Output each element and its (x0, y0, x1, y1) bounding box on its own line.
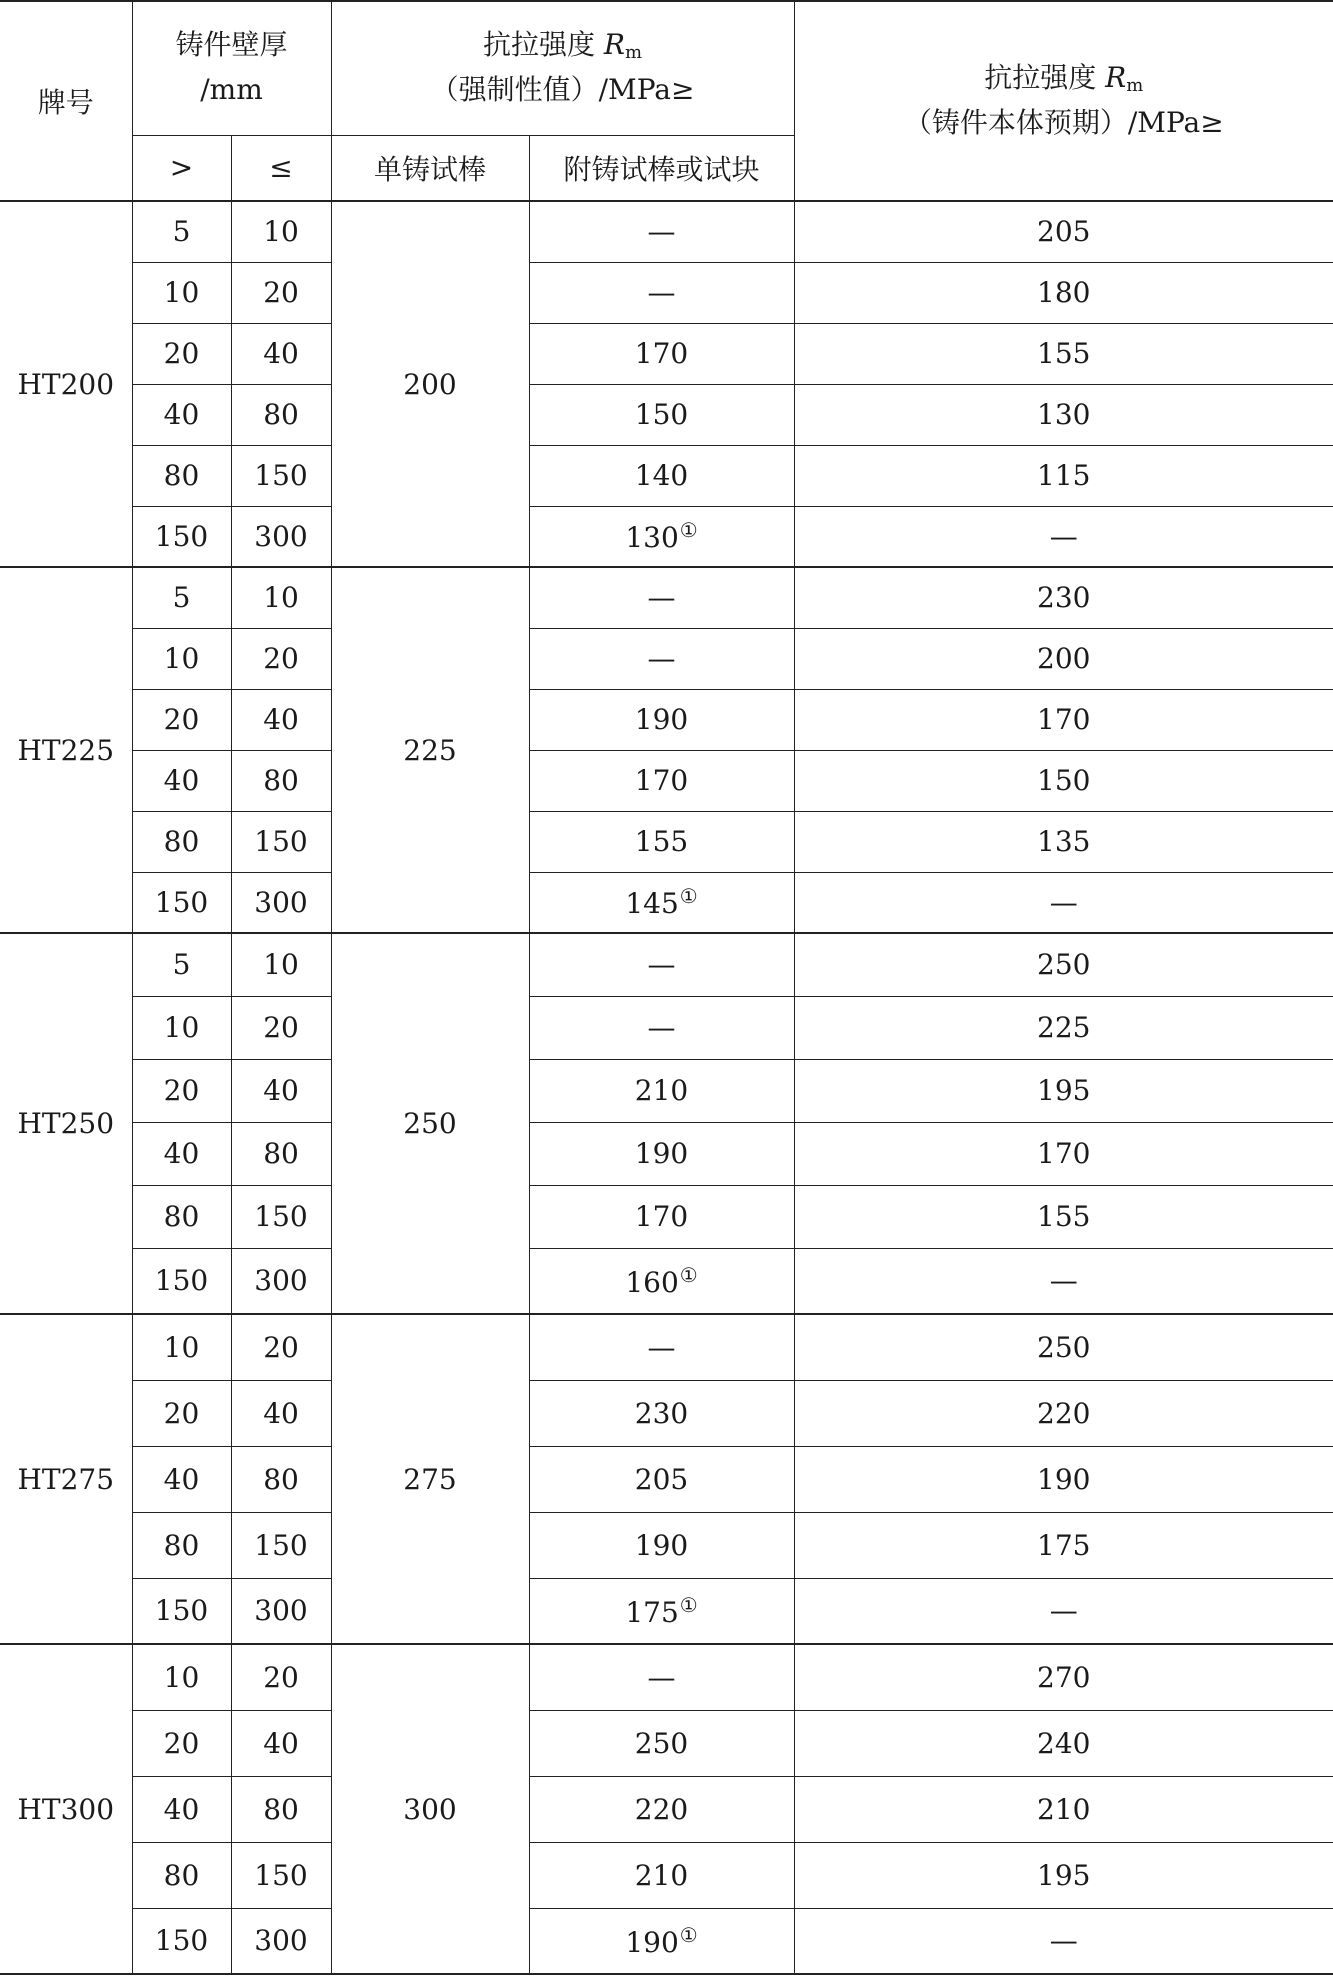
attached-bar-value: 170 (634, 337, 689, 370)
wall-thickness-le-cell: 40 (231, 1380, 331, 1446)
wall-thickness-le-cell: 20 (231, 262, 331, 323)
table-row (0, 201, 1333, 262)
table-row (0, 996, 1333, 1059)
expected-strength-cell: 270 (794, 1644, 1333, 1710)
wall-thickness-le-cell: 10 (231, 201, 331, 262)
expected-strength-cell: — (794, 1908, 1333, 1974)
expected-strength-cell: — (794, 506, 1333, 567)
wall-thickness-le-cell: 40 (231, 323, 331, 384)
attached-bar-cell (529, 811, 794, 872)
wall-thickness-gt-cell: 20 (132, 1059, 231, 1122)
wall-thickness-le-cell: 300 (231, 1908, 331, 1974)
attached-bar-cell (529, 201, 794, 262)
single-bar-header: 单铸试棒 (331, 135, 529, 201)
footnote-mark: ① (679, 1922, 698, 1947)
attached-bar-value: 220 (634, 1792, 689, 1826)
grade-cell: HT275 (0, 1314, 132, 1644)
expected-strength-cell: 195 (794, 1059, 1333, 1122)
attached-bar-value: — (647, 1330, 676, 1364)
expected-strength-cell: 250 (794, 933, 1333, 996)
attached-bar-cell (529, 1776, 794, 1842)
table-row (0, 1185, 1333, 1248)
wall-thickness-gt-cell: 20 (132, 323, 231, 384)
wall-thickness-gt-cell: 10 (132, 1314, 231, 1380)
attached-bar-cell (529, 1446, 794, 1512)
table-row (0, 1059, 1333, 1122)
attached-bar-value: — (647, 1660, 676, 1694)
attached-bar-cell (529, 1710, 794, 1776)
wall-thickness-le-cell: 150 (231, 1185, 331, 1248)
attached-bar-value: — (647, 948, 676, 982)
attached-bar-value: 130 (625, 521, 679, 555)
attached-bar-value: 190 (625, 1925, 679, 1959)
expected-strength-cell: 175 (794, 1512, 1333, 1578)
wall-thickness-le-cell: 300 (231, 1248, 331, 1314)
expected-strength-cell: 180 (794, 262, 1333, 323)
single-bar-cell: 225 (331, 567, 529, 933)
single-bar-cell: 200 (331, 201, 529, 567)
expected-strength-cell: 220 (794, 1380, 1333, 1446)
table-row (0, 1248, 1333, 1314)
single-bar-cell: 300 (331, 1644, 529, 1974)
attached-bar-value: — (647, 1011, 676, 1044)
wall-thickness-le-cell: 20 (231, 996, 331, 1059)
wall-thickness-gt-cell: 20 (132, 689, 231, 750)
wall-thickness-gt-cell: 5 (132, 933, 231, 996)
table-row (0, 1512, 1333, 1578)
footnote-mark: ① (679, 1592, 698, 1617)
grade-cell: HT200 (0, 201, 132, 567)
expected-strength-cell: 170 (794, 689, 1333, 750)
attached-bar-value: 150 (634, 398, 689, 431)
attached-bar-cell (529, 1644, 794, 1710)
table-row (0, 384, 1333, 445)
attached-bar-cell (529, 1578, 794, 1644)
wall-thickness-le-cell: 300 (231, 872, 331, 933)
wall-thickness-le-cell: 20 (231, 1644, 331, 1710)
expected-strength-cell: 210 (794, 1776, 1333, 1842)
attached-bar-cell (529, 506, 794, 567)
table-row (0, 445, 1333, 506)
mandatory-strength-unit: （强制性值）/MPa≥ (430, 73, 695, 107)
attached-bar-value: — (647, 276, 676, 309)
table-body (0, 201, 1333, 1974)
wall-thickness-title: 铸件壁厚 (175, 28, 288, 62)
attached-bar-value: 160 (625, 1265, 679, 1299)
grade-cell: HT250 (0, 933, 132, 1314)
attached-bar-value: — (647, 215, 676, 249)
attached-bar-cell (529, 1380, 794, 1446)
attached-bar-cell (529, 750, 794, 811)
attached-bar-cell (529, 872, 794, 933)
wall-thickness-le-cell: 150 (231, 1842, 331, 1908)
expected-strength-cell: 150 (794, 750, 1333, 811)
attached-bar-value: 190 (634, 1528, 689, 1562)
single-bar-cell: 250 (331, 933, 529, 1314)
wall-thickness-gt-cell: 80 (132, 1842, 231, 1908)
single-bar-cell: 275 (331, 1314, 529, 1644)
expected-strength-cell: 155 (794, 1185, 1333, 1248)
expected-strength-cell: — (794, 1248, 1333, 1314)
grade-header: 牌号 (0, 1, 132, 201)
expected-strength-header: 抗拉强度 Rm （铸件本体预期）/MPa≥ (794, 1, 1333, 201)
attached-bar-value: 170 (634, 1200, 689, 1233)
wall-thickness-gt-cell: 80 (132, 1512, 231, 1578)
table-row (0, 872, 1333, 933)
attached-bar-value: 145 (625, 887, 679, 921)
mandatory-strength-header: 抗拉强度 Rm （强制性值）/MPa≥ (331, 1, 794, 135)
attached-bar-cell (529, 323, 794, 384)
table-row (0, 1380, 1333, 1446)
attached-bar-value: 210 (634, 1074, 689, 1107)
wall-thickness-gt-cell: 80 (132, 811, 231, 872)
grade-cell: HT225 (0, 567, 132, 933)
expected-strength-unit: （铸件本体预期）/MPa≥ (903, 106, 1224, 139)
attached-bar-value: 205 (634, 1462, 689, 1496)
attached-bar-value: — (647, 581, 676, 615)
attached-bar-cell (529, 628, 794, 689)
wall-thickness-gt-cell: 10 (132, 262, 231, 323)
table-row (0, 567, 1333, 628)
table-row (0, 628, 1333, 689)
expected-strength-cell: 200 (794, 628, 1333, 689)
wall-thickness-le-cell: 10 (231, 567, 331, 628)
table-row (0, 1710, 1333, 1776)
expected-strength-cell: — (794, 872, 1333, 933)
wall-thickness-le-cell: 20 (231, 1314, 331, 1380)
attached-bar-value: 175 (625, 1595, 679, 1629)
le-header: ≤ (231, 135, 331, 201)
expected-strength-cell: 205 (794, 201, 1333, 262)
wall-thickness-header (132, 1, 331, 135)
wall-thickness-gt-cell: 5 (132, 201, 231, 262)
expected-strength-cell: 135 (794, 811, 1333, 872)
expected-strength-cell: 225 (794, 996, 1333, 1059)
expected-strength-cell: 250 (794, 1314, 1333, 1380)
expected-strength-cell: 170 (794, 1122, 1333, 1185)
attached-bar-cell (529, 933, 794, 996)
expected-strength-cell: — (794, 1578, 1333, 1644)
wall-thickness-le-cell: 80 (231, 1446, 331, 1512)
table-row (0, 1776, 1333, 1842)
expected-strength-cell: 115 (794, 445, 1333, 506)
expected-strength-cell: 155 (794, 323, 1333, 384)
table-row (0, 811, 1333, 872)
wall-thickness-le-cell: 80 (231, 1776, 331, 1842)
wall-thickness-gt-cell: 40 (132, 750, 231, 811)
wall-thickness-le-cell: 40 (231, 689, 331, 750)
table-row (0, 506, 1333, 567)
wall-thickness-le-cell: 150 (231, 811, 331, 872)
table-row (0, 689, 1333, 750)
wall-thickness-gt-cell: 20 (132, 1380, 231, 1446)
attached-bar-value: 250 (634, 1726, 689, 1760)
wall-thickness-le-cell: 80 (231, 384, 331, 445)
attached-bar-value: 155 (634, 825, 689, 858)
table-row (0, 1578, 1333, 1644)
attached-bar-value: 170 (634, 764, 689, 797)
footnote-mark: ① (679, 518, 698, 543)
table-row (0, 1314, 1333, 1380)
wall-thickness-gt-cell: 10 (132, 996, 231, 1059)
attached-bar-cell (529, 262, 794, 323)
attached-bar-cell (529, 1314, 794, 1380)
attached-bar-cell (529, 1122, 794, 1185)
attached-bar-cell (529, 689, 794, 750)
table-row (0, 1908, 1333, 1974)
attached-bar-cell (529, 567, 794, 628)
gt-header: > (132, 135, 231, 201)
wall-thickness-gt-cell: 150 (132, 506, 231, 567)
expected-strength-cell: 195 (794, 1842, 1333, 1908)
grade-cell: HT300 (0, 1644, 132, 1974)
attached-bar-value: 210 (634, 1858, 689, 1892)
wall-thickness-gt-cell: 5 (132, 567, 231, 628)
attached-bar-value: 190 (634, 1137, 689, 1170)
table-row (0, 323, 1333, 384)
footnote-mark: ① (679, 884, 698, 909)
wall-thickness-gt-cell: 40 (132, 1122, 231, 1185)
wall-thickness-le-cell: 20 (231, 628, 331, 689)
wall-thickness-le-cell: 40 (231, 1059, 331, 1122)
wall-thickness-le-cell: 40 (231, 1710, 331, 1776)
wall-thickness-le-cell: 300 (231, 1578, 331, 1644)
attached-bar-value: 230 (634, 1396, 689, 1430)
attached-bar-cell (529, 1842, 794, 1908)
wall-thickness-gt-cell: 150 (132, 1578, 231, 1644)
wall-thickness-gt-cell: 10 (132, 628, 231, 689)
attached-bar-value: 190 (634, 703, 689, 736)
expected-strength-cell: 130 (794, 384, 1333, 445)
wall-thickness-gt-cell: 80 (132, 1185, 231, 1248)
table-row (0, 1644, 1333, 1710)
wall-thickness-le-cell: 150 (231, 445, 331, 506)
wall-thickness-le-cell: 80 (231, 1122, 331, 1185)
wall-thickness-gt-cell: 40 (132, 1776, 231, 1842)
attached-bar-cell (529, 996, 794, 1059)
wall-thickness-gt-cell: 150 (132, 1248, 231, 1314)
wall-thickness-gt-cell: 150 (132, 872, 231, 933)
expected-strength-cell: 240 (794, 1710, 1333, 1776)
table-row (0, 933, 1333, 996)
attached-bar-value: — (647, 642, 676, 675)
footnote-mark: ① (679, 1262, 698, 1287)
table-row (0, 1122, 1333, 1185)
attached-bar-cell (529, 1185, 794, 1248)
wall-thickness-gt-cell: 40 (132, 384, 231, 445)
attached-bar-cell (529, 445, 794, 506)
wall-thickness-gt-cell: 80 (132, 445, 231, 506)
wall-thickness-le-cell: 300 (231, 506, 331, 567)
attached-bar-value: 140 (634, 459, 689, 492)
wall-thickness-unit: /mm (200, 73, 263, 107)
wall-thickness-le-cell: 10 (231, 933, 331, 996)
wall-thickness-le-cell: 80 (231, 750, 331, 811)
table-row (0, 1446, 1333, 1512)
wall-thickness-gt-cell: 20 (132, 1710, 231, 1776)
attached-bar-cell (529, 1908, 794, 1974)
attached-bar-cell (529, 1512, 794, 1578)
attached-bar-header: 附铸试棒或试块 (529, 135, 794, 201)
expected-strength-cell: 230 (794, 567, 1333, 628)
attached-bar-cell (529, 384, 794, 445)
table-row (0, 262, 1333, 323)
wall-thickness-le-cell: 150 (231, 1512, 331, 1578)
wall-thickness-gt-cell: 150 (132, 1908, 231, 1974)
attached-bar-cell (529, 1248, 794, 1314)
table-row (0, 750, 1333, 811)
expected-strength-cell: 190 (794, 1446, 1333, 1512)
attached-bar-cell (529, 1059, 794, 1122)
table-row (0, 1842, 1333, 1908)
wall-thickness-gt-cell: 10 (132, 1644, 231, 1710)
wall-thickness-gt-cell: 40 (132, 1446, 231, 1512)
